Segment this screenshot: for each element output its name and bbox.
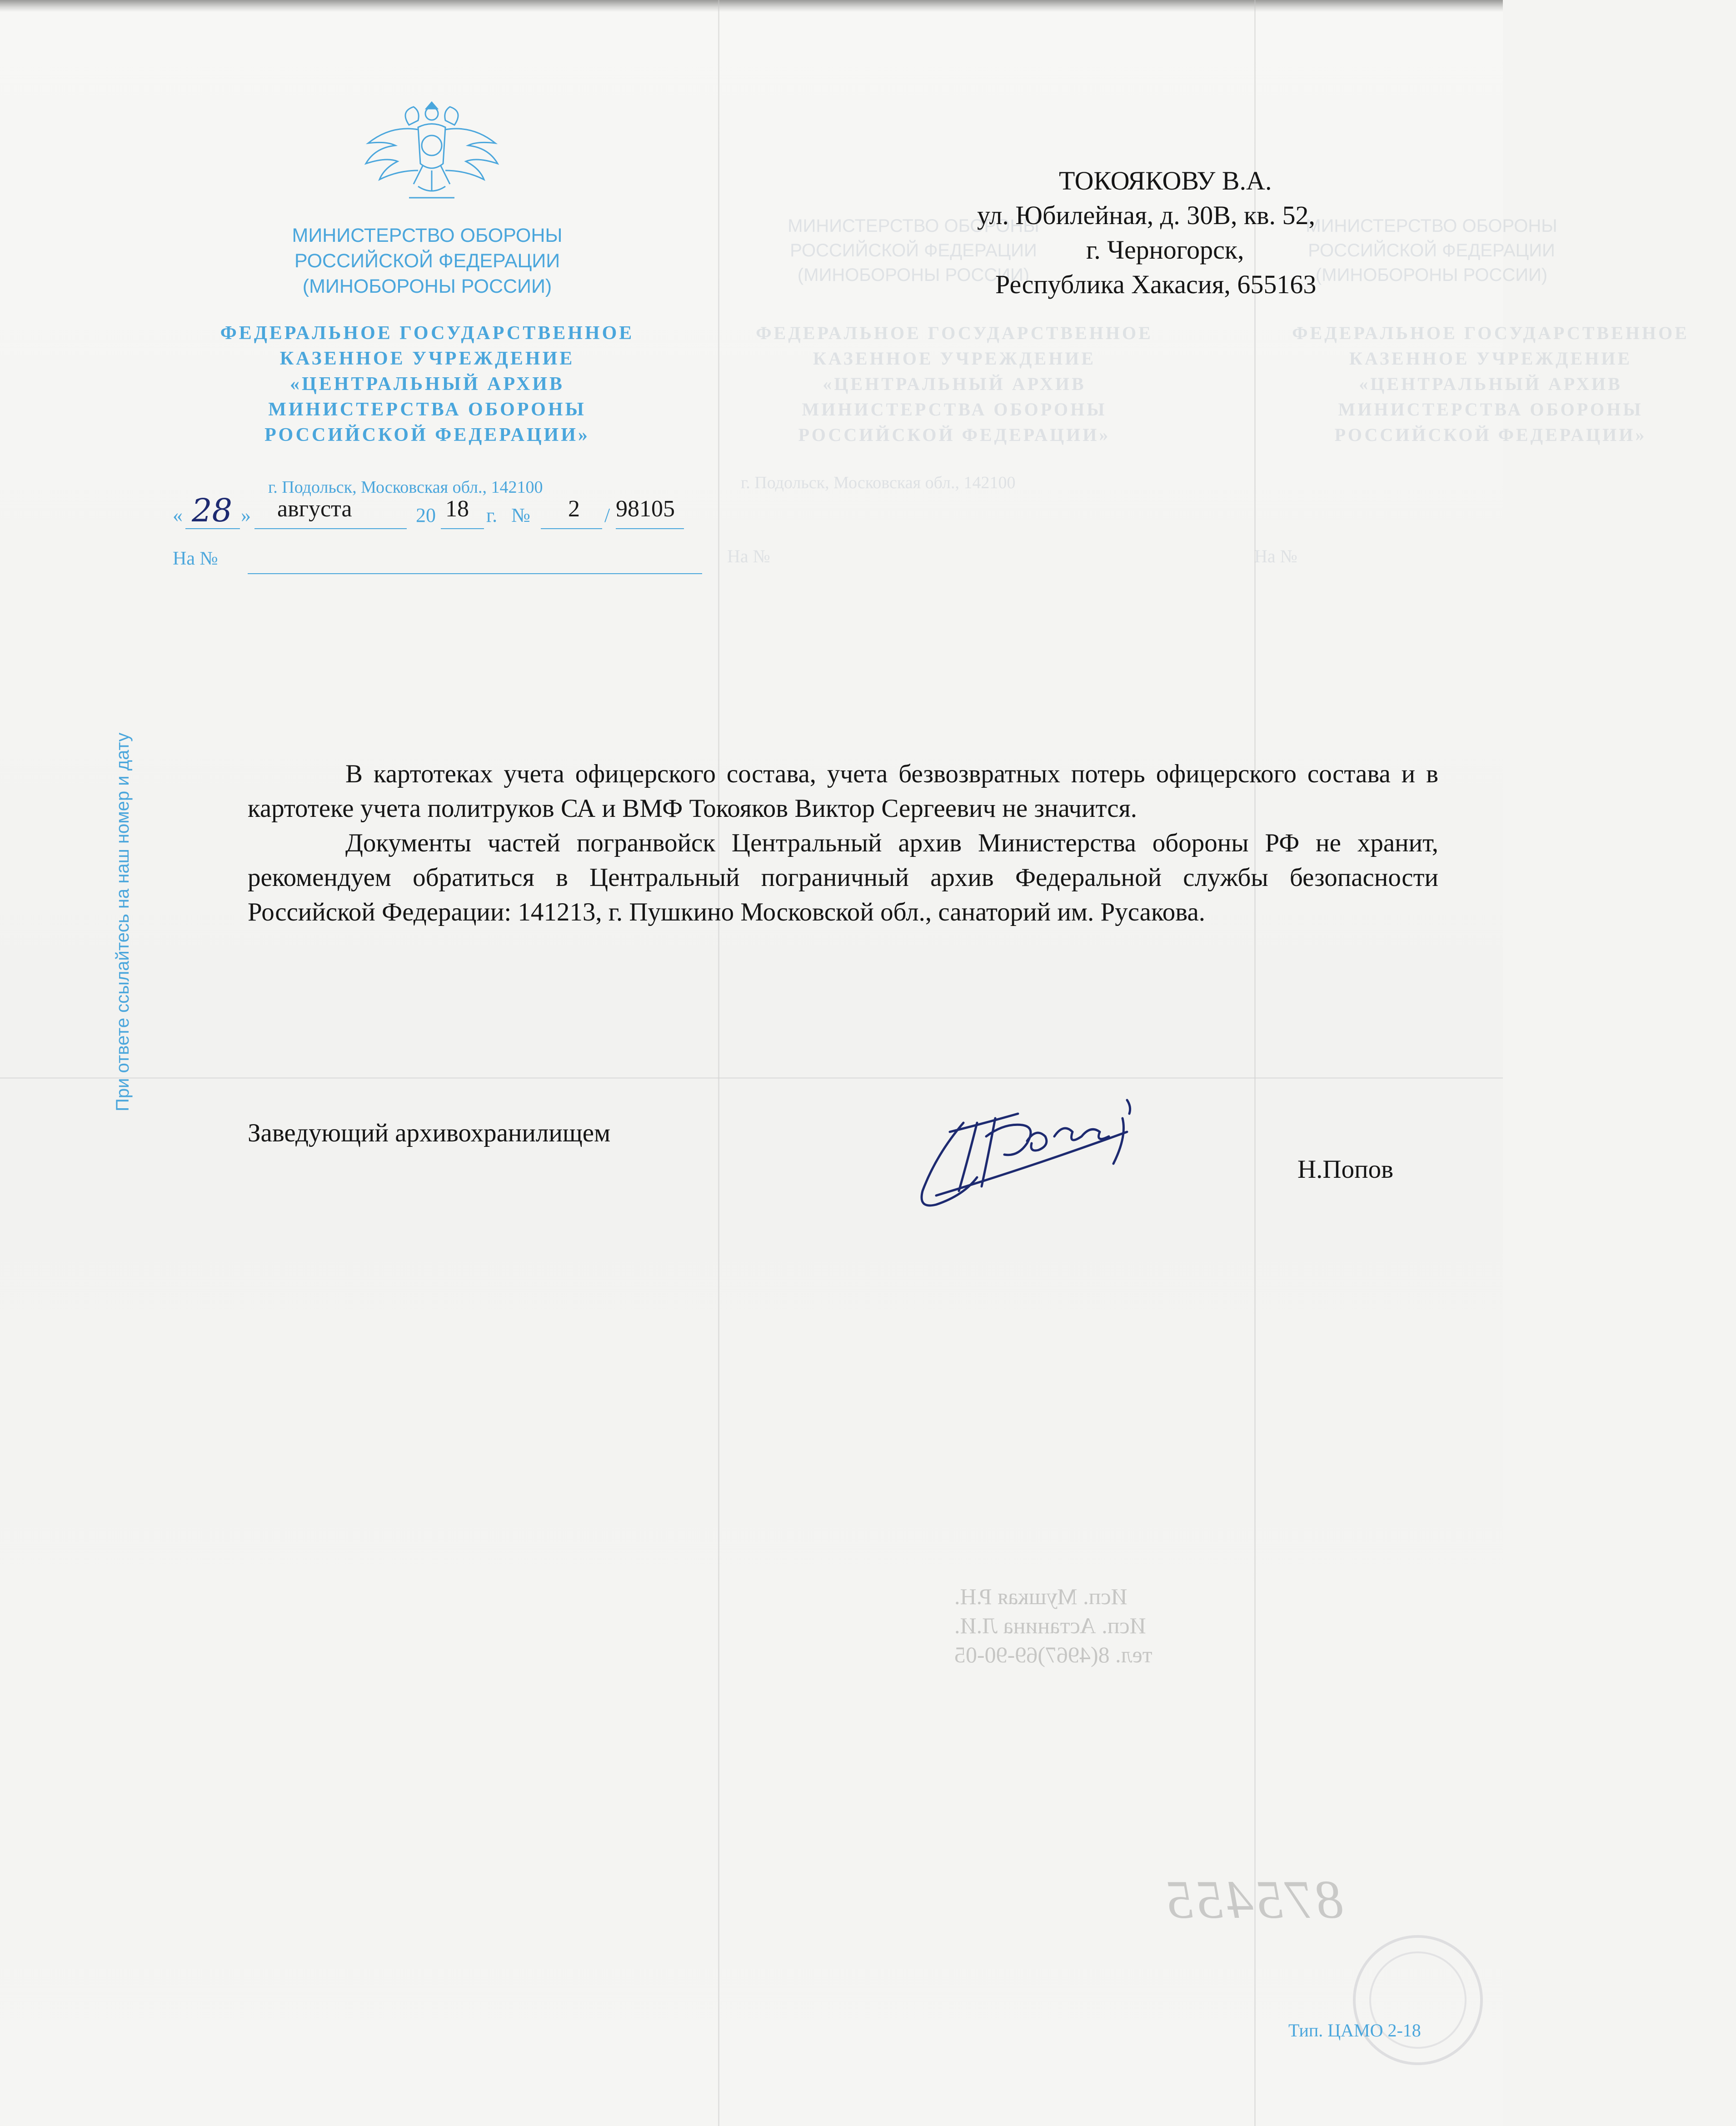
ghost-agency: ФЕДЕРАЛЬНОЕ ГОСУДАРСТВЕННОЕ КАЗЕННОЕ УЧРЕЖДЕНИЕ «ЦЕНТРАЛЬНЫЙ АРХИВ МИНИСТЕРСТВА ОБОРОНЫ РОССИЙСКОЙ ФЕДЕРАЦИИ» [756,323,1153,445]
date-month: августа [277,496,352,522]
fold-line [1254,0,1256,2126]
body-paragraph: В картотеках учета офицерского состава, учета безвозвратных потерь офицерского состава и в картотеке учета политруков СА и ВМФ Токояков Виктор Сергеевич не значится. [248,760,1438,823]
agency-name: ФЕДЕРАЛЬНОЕ ГОСУДАРСТВЕННОЕ КАЗЕННОЕ УЧРЕЖДЕНИЕ «ЦЕНТРАЛЬНЫЙ АРХИВ МИНИСТЕРСТВА ОБОРОНЫ РОССИЙСКОЙ ФЕДЕРАЦИИ» [220,323,634,445]
ghost-agency: ФЕДЕРАЛЬНОЕ ГОСУДАРСТВЕННОЕ КАЗЕННОЕ УЧРЕЖДЕНИЕ «ЦЕНТРАЛЬНЫЙ АРХИВ МИНИСТЕРСТВА ОБОРОНЫ РОССИЙСКОЙ ФЕДЕРАЦИИ» [1292,323,1689,445]
quote-open: « [173,504,183,526]
agency-address: г. Подольск, Московская обл., 142100 [268,478,543,497]
print-code: Тип. ЦАМО 2-18 [1288,2020,1421,2041]
signatory-name: Н.Попов [1297,1155,1393,1184]
ghost-ministry: МИНИСТЕРСТВО ОБОРОНЫ РОССИЙСКОЙ ФЕДЕРАЦИИ (МИНОБОРОНЫ РОССИИ) [1306,216,1557,285]
signatory-title: Заведующий архивохранилищем [248,1119,611,1147]
date-day: 28 [192,492,233,529]
ghost-ministry: МИНИСТЕРСТВО ОБОРОНЫ РОССИЙСКОЙ ФЕДЕРАЦИИ (МИНОБОРОНЫ РОССИИ) [788,216,1039,285]
executors-bleedthrough: Исп. Мушкая Р.Н. Исп. Астанина Л.И. тел. 8(4967)69-90-05 [954,1584,1152,1667]
year-prefix: 20 [416,504,436,526]
fold-line [718,0,719,2126]
date-year: 18 [445,496,469,522]
stamp-number: 875455 [1163,1869,1343,1930]
blank-line [541,528,602,529]
ministry-name: МИНИСТЕРСТВО ОБОРОНЫ РОССИЙСКОЙ ФЕДЕРАЦИИ (МИНОБОРОНЫ РОССИИ) [292,225,563,297]
recipient-region: Республика Хакасия, 655163 [995,270,1317,299]
recipient-street: ул. Юбилейная, д. 30В, кв. 52, [977,200,1316,230]
recipient-block [936,164,1454,302]
quote-close: » [241,504,251,526]
blank-line [248,573,702,574]
ghost-reference: На № [1254,546,1297,566]
blank-line [616,528,684,529]
recipient-name: ТОКОЯКОВУ В.А. [1059,166,1272,195]
reference-row [173,548,704,575]
number-part2: 98105 [616,496,675,522]
double-headed-eagle-emblem [354,93,509,211]
outgoing-date-number [173,492,718,529]
letter-body [248,757,1438,930]
blank-line [441,528,484,529]
number-part1: 2 [568,496,580,522]
reply-reference-note: При ответе ссылайтесь на наш номер и дату [113,732,133,1111]
number-label: № [511,504,530,526]
faint-seal [1345,1927,1491,2073]
recipient-city: г. Черногорск, [1086,235,1244,265]
year-suffix: г. [486,504,498,526]
scan-top-edge [0,0,1503,12]
number-slash: / [604,504,610,526]
reference-label: На № [173,548,218,569]
blank-line [254,528,407,529]
fold-line [0,1077,1503,1079]
body-paragraph: Документы частей погранвойск Центральный архив Министерства обороны РФ не хранит, рекомендуем обратиться в Центральный пограничный архив Федеральной службы безопасности Российской Федерации: 141213, г. Пушкино Московской обл., санаторий им. Русакова. [248,829,1438,926]
handwritten-signature [909,1082,1191,1227]
ghost-address: г. Подольск, Московская обл., 142100 [741,473,1016,492]
ghost-reference: На № [727,546,770,566]
